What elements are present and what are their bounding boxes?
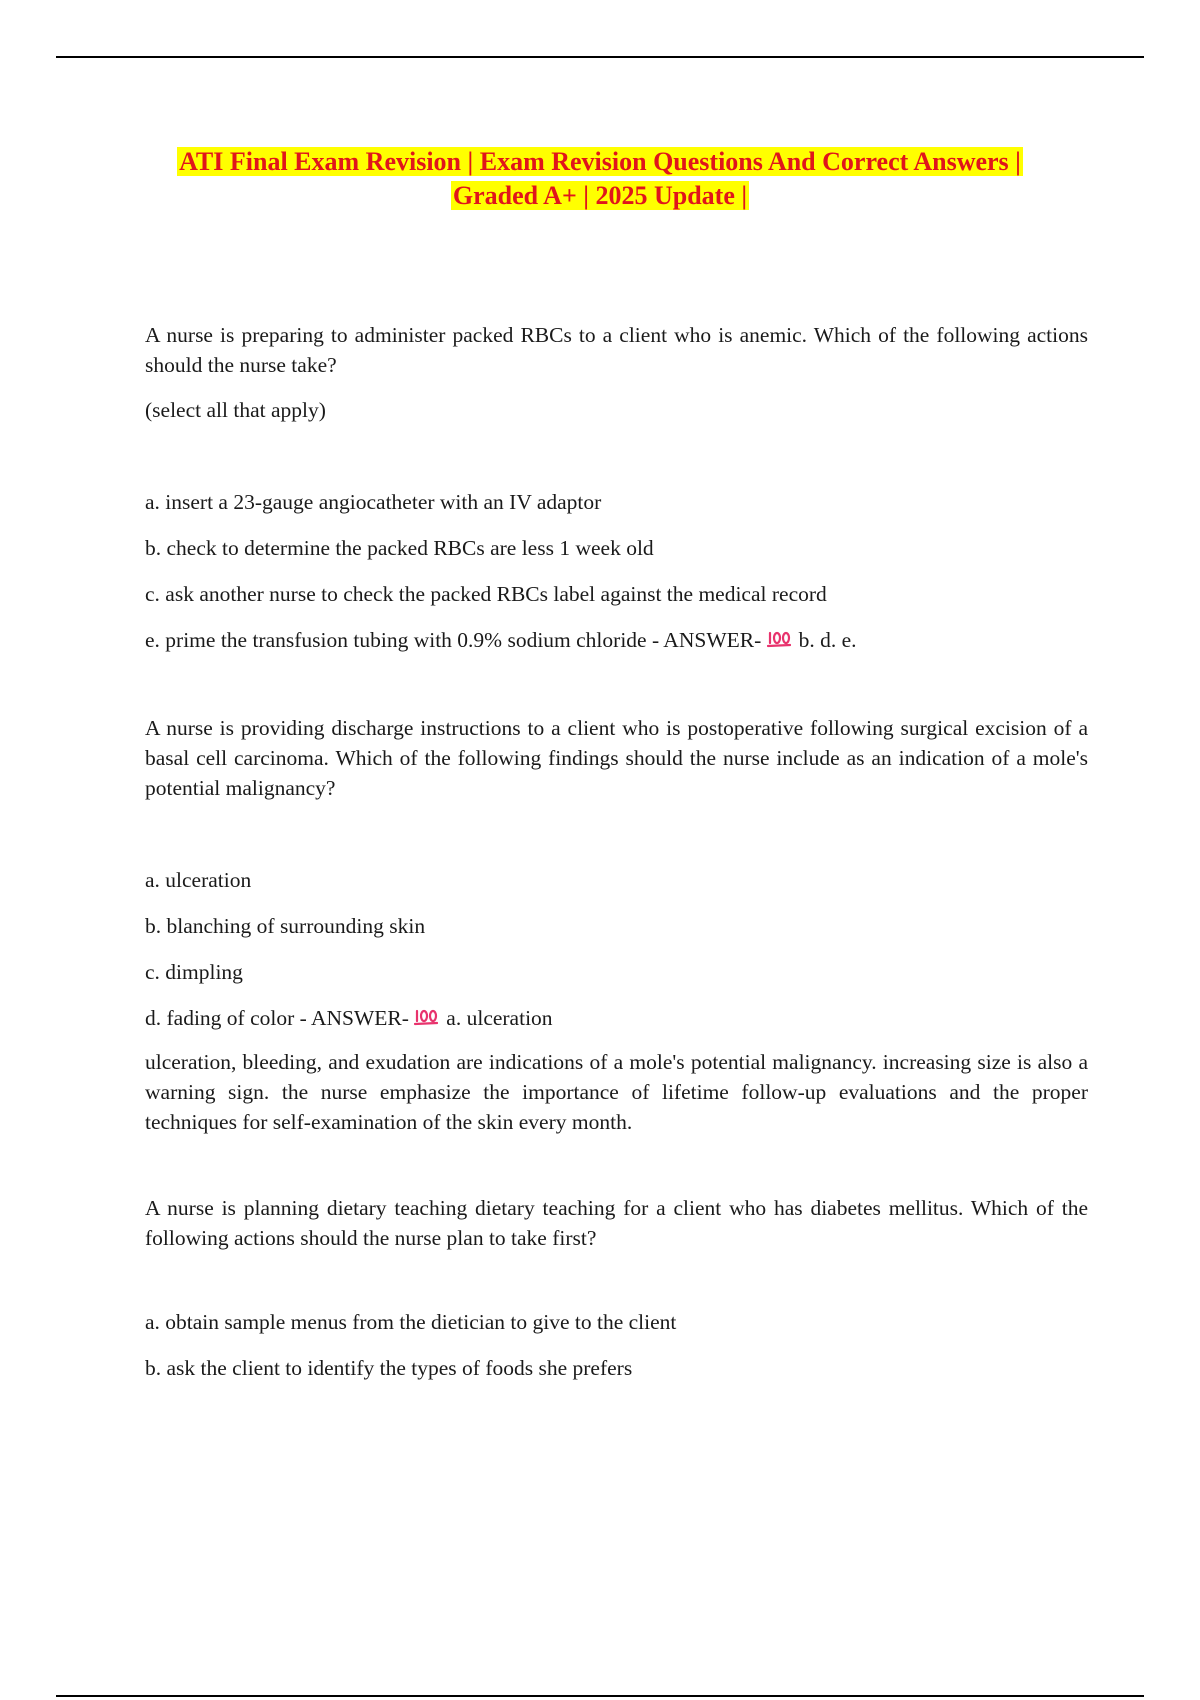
question-3-option-a: a. obtain sample menus from the dietician to give to the client (145, 1310, 677, 1334)
question-1-option-c: c. ask another nurse to check the packed RBCs label against the medical record (145, 582, 827, 606)
question-2-stem: A nurse is providing discharge instructions to a client who is postoperative following surgical excision of a basal cell carcinoma. Which of the following findings should the nurse include as an indication of a mole's potential malignancy? (145, 716, 1088, 800)
title-line-2: Graded A+ | 2025 Update | (452, 181, 748, 210)
question-2-option-b: b. blanching of surrounding skin (145, 914, 426, 938)
question-1-option-a: a. insert a 23-gauge angiocatheter with an IV adaptor (145, 490, 602, 514)
question-1-answer: b. d. e. (798, 628, 857, 652)
question-2-option-a: a. ulceration (145, 868, 252, 892)
question-2-option-c: c. dimpling (145, 960, 243, 984)
hundred-points-icon (414, 1008, 438, 1026)
question-1-stem: A nurse is preparing to administer packed RBCs to a client who is anemic. Which of the following actions should the nurse take? (145, 323, 1088, 377)
header-rule (56, 56, 1144, 58)
question-1-instruction: (select all that apply) (145, 398, 326, 422)
question-2-explanation: ulceration, bleeding, and exudation are indications of a mole's potential malignancy. increasing size is also a warning sign. the nurse emphasize the importance of lifetime follow-up evaluations and the proper techniques for self-examination of the skin every month. (145, 1050, 1088, 1134)
footer-rule (56, 1695, 1144, 1697)
document-body (145, 320, 1088, 1383)
hundred-points-icon (767, 630, 791, 648)
question-1-option-e (145, 625, 1088, 655)
question-2-answer: a. ulceration (446, 1006, 553, 1030)
question-2-option-d (145, 1003, 1088, 1033)
question-1-option-e-text: e. prime the transfusion tubing with 0.9% sodium chloride - ANSWER- (145, 628, 762, 652)
question-2-option-d-text: d. fading of color - ANSWER- (145, 1006, 409, 1030)
question-3-stem: A nurse is planning dietary teaching dietary teaching for a client who has diabetes mellitus. Which of the following actions should the nurse plan to take first? (145, 1196, 1088, 1250)
title-line-1: ATI Final Exam Revision | Exam Revision Questions And Correct Answers | (179, 147, 1021, 176)
question-1-option-b: b. check to determine the packed RBCs are less 1 week old (145, 536, 654, 560)
question-3-option-b: b. ask the client to identify the types of foods she prefers (145, 1356, 633, 1380)
document-title (120, 145, 1080, 213)
